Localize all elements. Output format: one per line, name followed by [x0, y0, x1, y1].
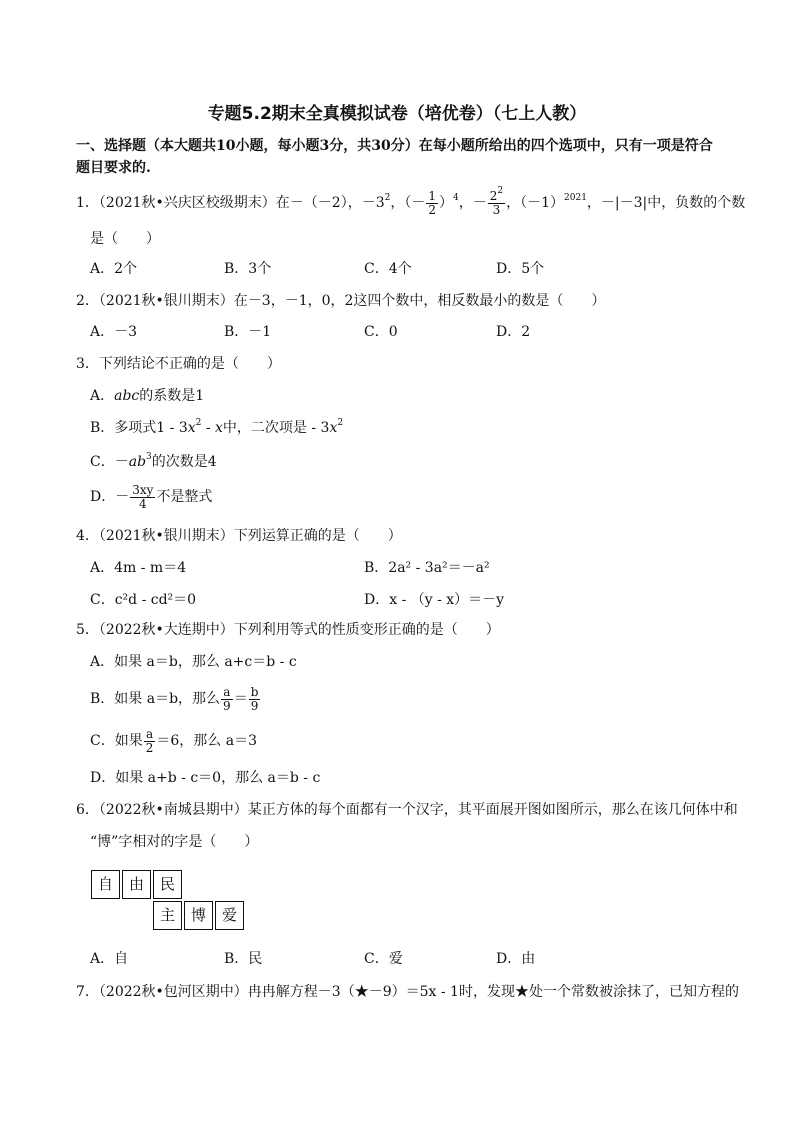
- q3-b-exp: 2: [195, 418, 202, 428]
- q1-text: ）: [438, 195, 453, 211]
- q3-b-var: x: [329, 420, 338, 436]
- q3-c-text: C．－: [90, 454, 129, 470]
- q1-fraction-two-sq-three: [488, 185, 505, 217]
- q5-b-num: a: [221, 686, 233, 700]
- q5-stem: 5．（2022秋•大连期中）下列利用等式的性质变形正确的是（ ）: [76, 622, 500, 638]
- q5-b-den: 9: [223, 698, 231, 713]
- q1-fraction-half: [426, 190, 438, 217]
- q1-option-d: D．5个: [496, 261, 545, 277]
- q6-option-a: A．自: [90, 951, 129, 967]
- q5-option-a: A．如果 a＝b，那么 a+c＝b - c: [90, 654, 297, 670]
- q1-frac-num: 2: [489, 188, 498, 203]
- q1-stem-line2: 是（ ）: [90, 231, 160, 247]
- q1-text: ，－|－3|中，负数的个数: [586, 195, 746, 211]
- q5-b-fraction-1: [221, 686, 233, 713]
- q5-option-d: D．如果 a+b - c＝0，那么 a＝b - c: [90, 770, 321, 786]
- q1-exp: 2: [497, 185, 504, 196]
- net-cell: 由: [122, 870, 151, 899]
- q1-text: ，－: [458, 195, 487, 211]
- q3-option-d: D．－ $\frac{3xy}{4}$ 不是整式: [90, 482, 213, 511]
- q1-frac-num: 1: [428, 188, 436, 203]
- q3-b-text: B．多项式1 - 3: [90, 420, 188, 436]
- q3-c-text: 的次数是4: [151, 454, 217, 470]
- section-heading-line2: 题目要求的.: [76, 160, 151, 176]
- net-cell: 自: [91, 870, 120, 899]
- q5-option-b: [90, 684, 261, 714]
- q6-option-d: D．由: [496, 951, 536, 967]
- q1-stem: [76, 185, 746, 218]
- q5-option-c: [90, 726, 257, 756]
- q4-option-c: C．c²d - cd²＝0: [90, 592, 197, 608]
- q3-stem: 3．下列结论不正确的是（ ）: [76, 356, 281, 372]
- q3-c-var: ab: [128, 454, 147, 470]
- q3-c-exp: 3: [146, 452, 152, 462]
- q4-option-b: B．2a² - 3a²＝－a²: [364, 560, 490, 576]
- q4-option-d: D．x - （y - x）＝－y: [364, 592, 505, 608]
- q1-option-c: C．4个: [364, 261, 412, 277]
- q3-d-frac-num: 3xy: [132, 482, 154, 497]
- q5-b-num: b: [250, 684, 259, 699]
- q5-c-den: 2: [145, 740, 154, 755]
- q7-stem-line1: 7．（2022秋•包河区期中）冉冉解方程－3（★－9）＝5x - 1时，发现★处一个常数被涂抹了，已知方程的: [76, 984, 739, 1000]
- q5-b-eq: ＝: [233, 691, 248, 707]
- q4-stem: 4．（2021秋•银川期末）下列运算正确的是（ ）: [76, 528, 402, 544]
- q2-option-c: C．0: [364, 324, 398, 340]
- q1-text: ，（－1）: [506, 195, 565, 211]
- q1-frac-den: 3: [492, 202, 501, 217]
- q3-b-text: -: [201, 420, 216, 436]
- q1-text: ，（－: [390, 195, 426, 211]
- q5-b-text: B．如果 a＝b，那么: [90, 691, 221, 707]
- q5-b-den: 9: [250, 698, 259, 713]
- q1-option-b: B．3个: [224, 261, 272, 277]
- net-cell: 民: [153, 870, 182, 899]
- q1-frac-den: 2: [428, 202, 436, 217]
- q6-stem-line1: 6．（2022秋•南城县期中）某正方体的每个面都有一个汉字，其平面展开图如图所示，那么在该几何体中和: [76, 802, 738, 818]
- q5-c-fraction: [144, 728, 156, 755]
- q3-b-exp: 2: [337, 418, 344, 428]
- q2-option-b: B．－1: [224, 324, 272, 340]
- q3-d-text: 不是整式: [156, 489, 213, 505]
- net-cell: 博: [184, 901, 213, 930]
- net-cell: 主: [153, 901, 182, 930]
- q3-d-fraction: [130, 484, 155, 511]
- q2-option-a: A．－3: [90, 324, 138, 340]
- net-cell: 爱: [215, 901, 244, 930]
- q1-prefix: 1．（2021秋•兴庆区校级期末）在－（－2），－3: [76, 195, 385, 211]
- q3-option-c: [90, 452, 217, 472]
- q3-d-label: D．: [90, 489, 116, 505]
- q3-b-text: 中，二次项是 - 3: [222, 420, 330, 436]
- section-heading-line1: 一、选择题（本大题共10小题，每小题3分，共30分）在每小题所给出的四个选项中，只有一项是符合: [76, 138, 713, 154]
- q5-c-text: ＝6，那么 a＝3: [156, 733, 257, 749]
- q2-stem: 2．（2021秋•银川期末）在－3，－1，0，2这四个数中，相反数最小的数是（ ）: [76, 293, 606, 309]
- q3-b-var: x: [215, 420, 223, 436]
- q2-option-d: D．2: [496, 324, 531, 340]
- q6-option-c: C．爱: [364, 951, 403, 967]
- q4-option-a: A．4m - m＝4: [90, 560, 187, 576]
- q6-option-b: B．民: [224, 951, 263, 967]
- q1-exp: 2021: [564, 193, 587, 203]
- q6-stem-line2: “博”字相对的字是（ ）: [90, 834, 259, 850]
- q3-option-a: [90, 386, 204, 406]
- q3-a-var: abc: [114, 388, 140, 404]
- q5-c-text: C．如果: [90, 733, 143, 749]
- q1-option-a: A．2个: [90, 261, 138, 277]
- q3-a-text: 的系数是1: [139, 388, 205, 404]
- q1-exp: 2: [384, 193, 391, 203]
- q3-d-frac-den: 4: [139, 496, 147, 511]
- q3-option-b: [90, 418, 343, 438]
- q3-b-var: x: [187, 420, 196, 436]
- q1-exp: 4: [452, 193, 459, 203]
- q5-c-num: a: [144, 728, 156, 742]
- page-title: 专题5.2期末全真模拟试卷（培优卷）（七上人教）: [207, 104, 587, 124]
- q3-a-label: A．: [90, 388, 115, 404]
- q5-b-fraction-2: [249, 686, 261, 713]
